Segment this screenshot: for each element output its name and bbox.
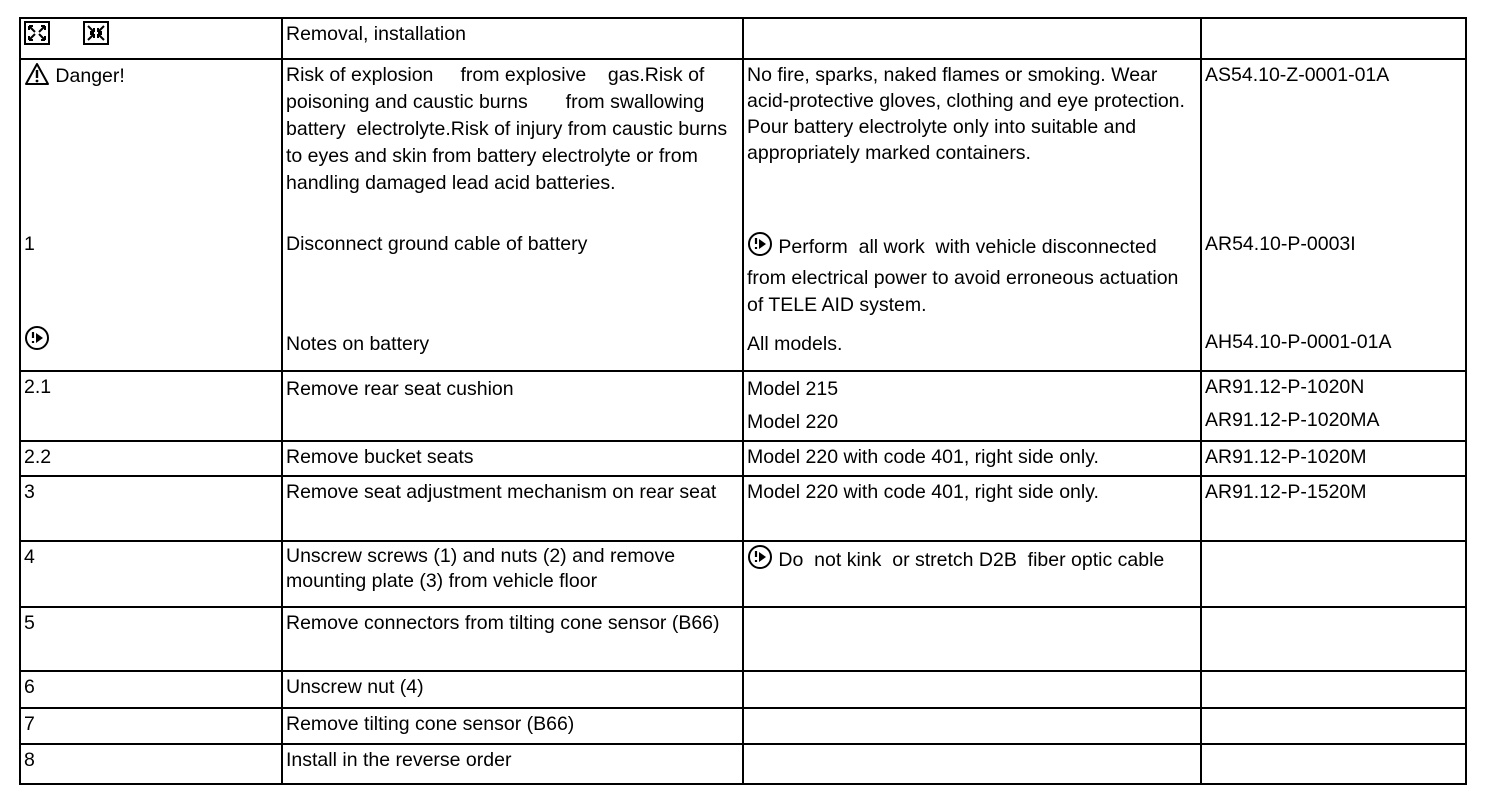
table-row bbox=[20, 476, 1466, 541]
step-number: 6 bbox=[20, 671, 282, 708]
step-action: Notes on battery bbox=[282, 323, 743, 371]
step-ref bbox=[1201, 744, 1466, 784]
step-ref bbox=[1201, 607, 1466, 671]
danger-row bbox=[20, 59, 1466, 229]
step-ref bbox=[1201, 541, 1466, 607]
step-number: 2.1 bbox=[20, 371, 282, 441]
step-action: Unscrew screws (1) and nuts (2) and remove mounting plate (3) from vehicle floor bbox=[282, 541, 743, 607]
step-number: 8 bbox=[20, 744, 282, 784]
table-row bbox=[20, 323, 1466, 371]
step-note: Model 215 Model 220 bbox=[743, 371, 1201, 441]
step-action: Remove connectors from tilting cone sensor (B66) bbox=[282, 607, 743, 671]
step-note: Perform all work with vehicle disconnected from electrical power to avoid erroneous actuation of TELE AID system. bbox=[743, 229, 1201, 323]
step-action: Remove rear seat cushion bbox=[282, 371, 743, 441]
table-row bbox=[20, 671, 1466, 708]
step-number: 7 bbox=[20, 708, 282, 744]
step-action: Install in the reverse order bbox=[282, 744, 743, 784]
step-ref bbox=[1201, 708, 1466, 744]
step-note bbox=[743, 708, 1201, 744]
step-ref[interactable]: AH54.10-P-0001-01A bbox=[1201, 323, 1466, 371]
table-row bbox=[20, 18, 1466, 59]
expand-icon[interactable] bbox=[24, 21, 50, 53]
note-icon bbox=[747, 544, 773, 577]
danger-measures: No fire, sparks, naked flames or smoking. Wear acid-protective gloves, clothing and eye protection. Pour battery electrolyte only into suitable and appropriately marked containers. bbox=[743, 59, 1201, 229]
procedure-table bbox=[19, 17, 1467, 785]
step-action: Remove tilting cone sensor (B66) bbox=[282, 708, 743, 744]
step-note bbox=[743, 671, 1201, 708]
step-action: Unscrew nut (4) bbox=[282, 671, 743, 708]
table-row bbox=[20, 744, 1466, 784]
table-row bbox=[20, 441, 1466, 476]
table-row bbox=[20, 607, 1466, 671]
step-number: 5 bbox=[20, 607, 282, 671]
step-note: Model 220 with code 401, right side only. bbox=[743, 476, 1201, 541]
step-note: Model 220 with code 401, right side only. bbox=[743, 441, 1201, 476]
step-ref[interactable]: AR91.12-P-1520M bbox=[1201, 476, 1466, 541]
danger-label-cell bbox=[20, 59, 282, 229]
warning-triangle-icon bbox=[24, 62, 50, 94]
step-action: Remove seat adjustment mechanism on rear seat bbox=[282, 476, 743, 541]
note-icon bbox=[24, 325, 50, 359]
step-ref: AR91.12-P-1020N AR91.12-P-1020MA bbox=[1201, 371, 1466, 441]
step-number: 4 bbox=[20, 541, 282, 607]
step-number bbox=[20, 323, 282, 371]
step-number: 1 bbox=[20, 229, 282, 323]
collapse-icon[interactable] bbox=[83, 21, 109, 53]
step-ref bbox=[1201, 671, 1466, 708]
step-action: Remove bucket seats bbox=[282, 441, 743, 476]
step-action: Disconnect ground cable of battery bbox=[282, 229, 743, 323]
table-row bbox=[20, 541, 1466, 607]
danger-risk: Risk of explosion from explosive gas.Risk of poisoning and caustic burns from swallowing battery electrolyte.Risk of injury from caustic burns to eyes and skin from battery electrolyte or from handling damaged lead acid batteries. bbox=[282, 59, 743, 229]
step-note bbox=[743, 607, 1201, 671]
step-number: 2.2 bbox=[20, 441, 282, 476]
step-ref[interactable]: AR54.10-P-0003I bbox=[1201, 229, 1466, 323]
table-row bbox=[20, 708, 1466, 744]
step-note bbox=[743, 744, 1201, 784]
procedure-title: Removal, installation bbox=[282, 18, 743, 59]
step-note: All models. bbox=[743, 323, 1201, 371]
table-row bbox=[20, 229, 1466, 323]
danger-ref[interactable]: AS54.10-Z-0001-01A bbox=[1201, 59, 1466, 229]
step-number: 3 bbox=[20, 476, 282, 541]
header-icons-cell bbox=[20, 18, 282, 59]
step-ref[interactable]: AR91.12-P-1020M bbox=[1201, 441, 1466, 476]
danger-label: Danger! bbox=[55, 65, 125, 87]
step-note: Do not kink or stretch D2B fiber optic cable bbox=[743, 541, 1201, 607]
note-icon bbox=[747, 231, 773, 265]
table-row bbox=[20, 371, 1466, 441]
